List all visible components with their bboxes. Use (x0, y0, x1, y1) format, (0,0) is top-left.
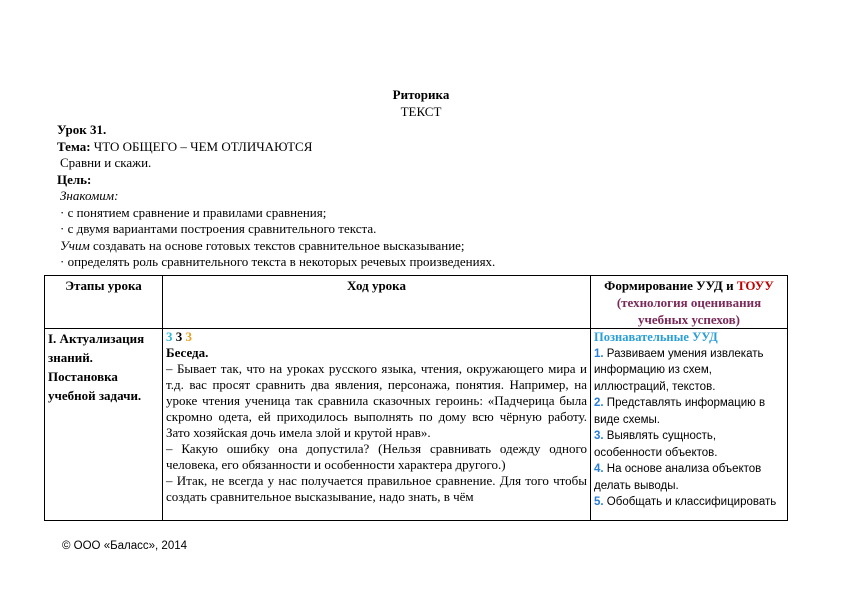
teach-label: Учим (60, 237, 90, 253)
uud-heading: Познавательные УУД (594, 330, 718, 344)
col-uud-header-main: Формирование УУД и (604, 278, 734, 293)
teach-text: создавать на основе готовых текстов сравнительное высказывание; (93, 237, 465, 253)
copyright-footer: © ООО «Баласс», 2014 (62, 540, 188, 552)
uud-item: 3. Выявлять сущность, особенности объектов. (594, 430, 718, 459)
stage-cell: I. Актуализация знаний. Постановка учебной задачи. (45, 329, 163, 521)
subject-title: Риторика (392, 87, 450, 102)
circle-2: 3 (175, 329, 183, 344)
theme-label: Тема: (57, 138, 91, 154)
course-heading: Беседа. (166, 345, 209, 360)
uud-item: 4. На основе анализа объектов делать выводы. (594, 463, 762, 492)
lesson-number: Урок 31. (57, 122, 107, 137)
table-header-row (45, 276, 788, 329)
circle-3: 3 (185, 329, 192, 344)
col-uud-header (591, 276, 788, 329)
topic-title: ТЕКСТ (400, 104, 442, 119)
uud-cell (591, 329, 788, 521)
course-paragraph-2: – Какую ошибку она допустила? (Нельзя сравнивать одежду одного человека, его обязанности и особенности характера другого.) (166, 441, 587, 472)
lesson-theme (57, 139, 797, 156)
uud-item: 1. Развиваем умения извлекать информацию из схем, иллюстраций, текстов. (594, 347, 764, 393)
col-uud-header-toou: ТОУУ (736, 278, 774, 293)
col-course-header: Ход урока (163, 276, 591, 329)
goal-label: Цель: (57, 171, 92, 187)
acquaint-item-1: · с понятием сравнение и правилами сравнения; (60, 204, 327, 220)
lesson-intro (57, 122, 797, 271)
acquaint-item-2: · с двумя вариантами построения сравнительного текста. (60, 221, 377, 236)
table-row (45, 329, 788, 521)
circles-icon (166, 329, 587, 345)
acquaint-label: Знакомим: (60, 188, 119, 203)
theme-value: ЧТО ОБЩЕГО – ЧЕМ ОТЛИЧАЮТСЯ (93, 138, 313, 154)
teach-line (57, 238, 797, 255)
circle-1: 3 (166, 329, 173, 344)
course-paragraph-3: – Итак, не всегда у нас получается правильное сравнение. Для того чтобы создать сравнительное высказывание, надо знать, в чём (166, 473, 587, 504)
col-uud-header-sub: (технология оценивания учебных успехов) (616, 295, 762, 327)
course-cell (163, 329, 591, 521)
lesson-table (44, 275, 788, 521)
course-paragraph-1: – Бывает так, что на уроках русского языка, чтения, окружающего мира и т.д. вас просят сравнить два явления, персонажа, понятия. Например, на уроке чтения ученица так сравнила сказочных героинь: «Падчерица была скромно одета, ей приходилось выполнять по дому всю чёрную работу. Зато хозяйская дочь имела злой и крутой нрав». (166, 361, 587, 440)
uud-item: 2. Представлять информацию в виде схемы. (594, 397, 766, 426)
lesson-task: Сравни и скажи. (60, 155, 152, 170)
uud-item: 5. Обобщать и классифицировать (594, 496, 777, 508)
teach-item-2: · определять роль сравнительного текста в некоторых речевых произведениях. (60, 254, 496, 269)
col-stages-header: Этапы урока (45, 276, 163, 329)
